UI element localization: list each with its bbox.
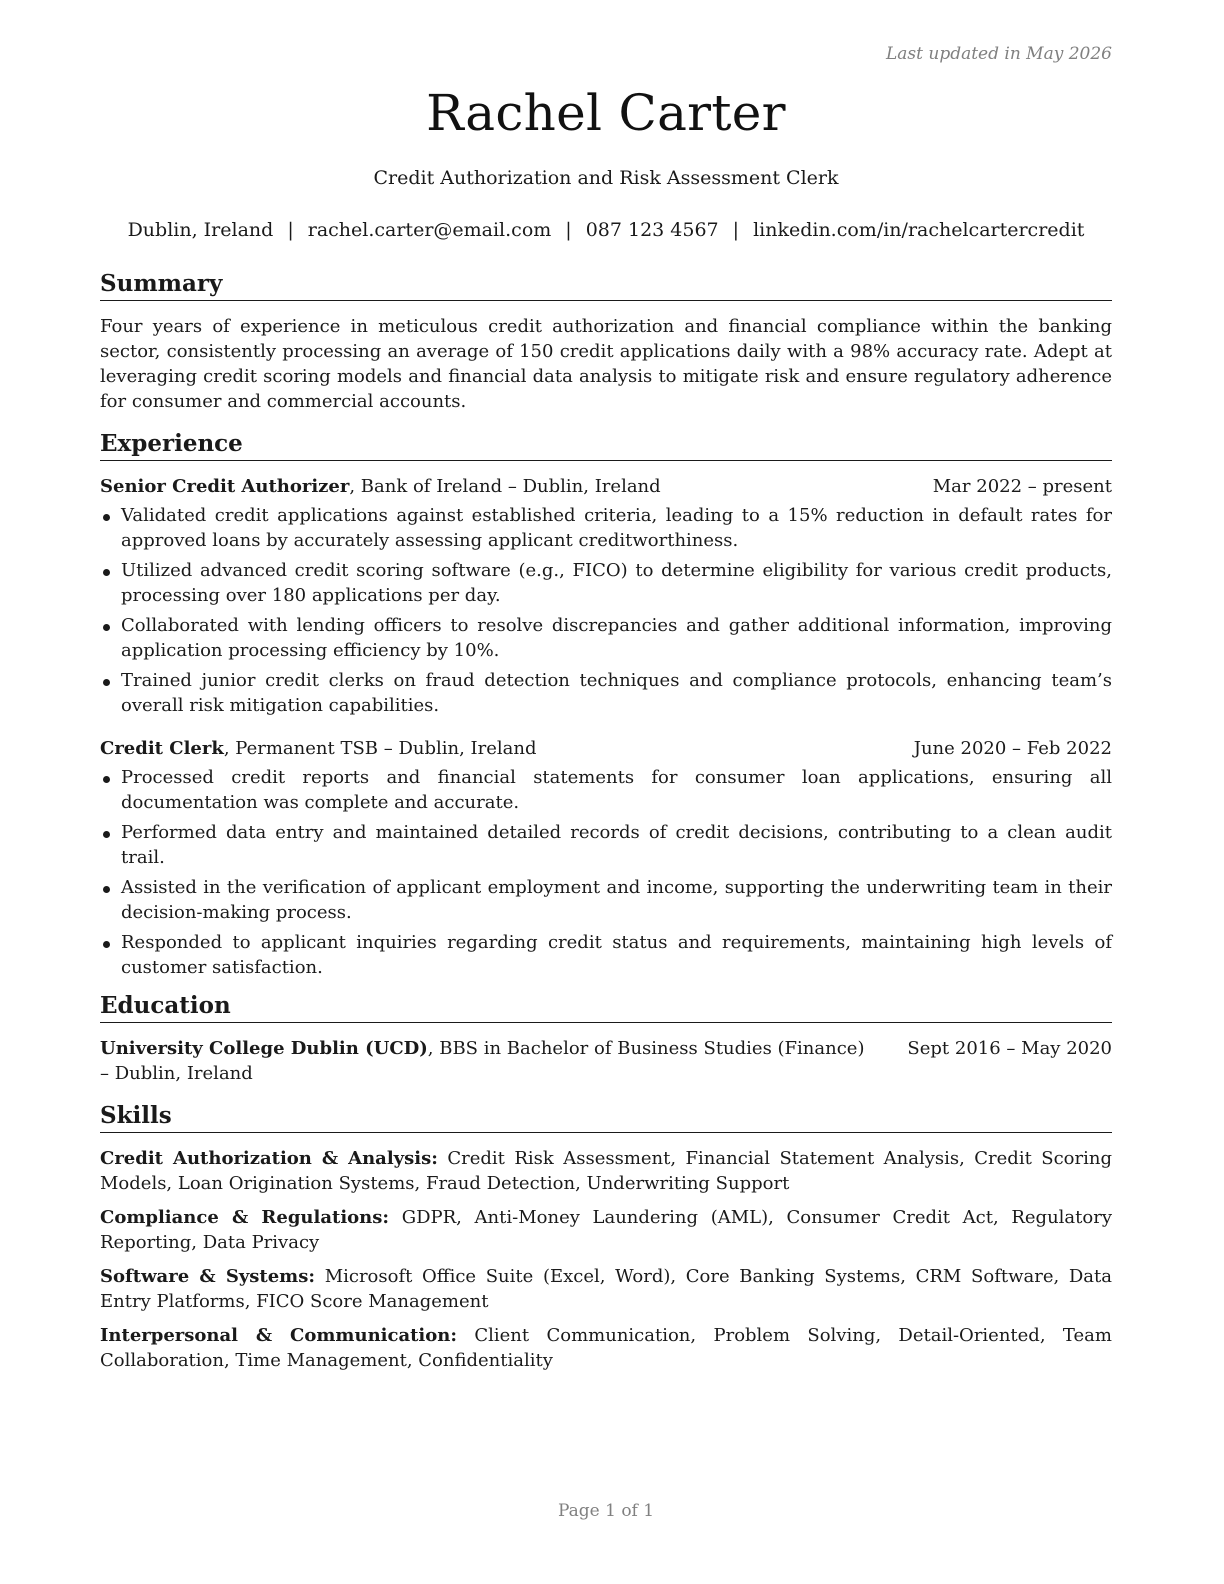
job-title-line: [100, 736, 914, 761]
contact-separator: |: [565, 219, 572, 241]
page-number: Page 1 of 1: [557, 1501, 655, 1521]
education-heading: Education: [100, 992, 1112, 1023]
job-bullet: Processed credit reports and financial statements for consumer loan applications, ensuring all documentation was complete and accurate.: [100, 765, 1112, 815]
last-updated-note: Last updated in May 2026: [885, 44, 1112, 64]
candidate-name: Rachel Carter: [426, 84, 786, 142]
summary-text: Four years of experience in meticulous credit authorization and financial compliance within the banking sector, consistently processing an average of 150 credit applications daily with a 98% accuracy rate. Adept at leveraging credit scoring models and financial data analysis to mitigate risk and ensure regulatory adherence for consumer and commercial accounts.: [100, 316, 1112, 412]
job-org: , Permanent TSB – Dublin, Ireland: [223, 738, 537, 759]
experience-heading: Experience: [100, 430, 1112, 461]
job-bullet: Assisted in the verification of applicant employment and income, supporting the underwriting team in their decision-making process.: [100, 875, 1112, 925]
contact-phone[interactable]: 087 123 4567: [585, 219, 719, 241]
job-dates: June 2020 – Feb 2022: [913, 738, 1112, 759]
job-header: [100, 474, 1112, 499]
job-bullet: Performed data entry and maintained detailed records of credit decisions, contributing to a clean audit trail.: [100, 820, 1112, 870]
contact-line: [100, 219, 1112, 241]
skill-group-label: Interpersonal & Communication:: [100, 1325, 457, 1346]
resume-page: [100, 0, 1112, 1584]
summary-section: [100, 270, 1112, 414]
contact-separator: |: [287, 219, 294, 241]
job-header: [100, 736, 1112, 761]
job-bullet: Validated credit applications against established criteria, leading to a 15% reduction in default rates for approved loans by accurately assessing applicant creditworthiness.: [100, 503, 1112, 553]
skill-group-label: Credit Authorization & Analysis:: [100, 1148, 438, 1169]
contact-email[interactable]: rachel.carter@email.com: [307, 219, 552, 241]
education-title-line: [100, 1036, 907, 1086]
job-bullet: Responded to applicant inquiries regarding credit status and requirements, maintaining high levels of customer satisfaction.: [100, 930, 1112, 980]
job-bullet: Trained junior credit clerks on fraud detection techniques and compliance protocols, enhancing team’s overall risk mitigation capabilities.: [100, 668, 1112, 718]
skills-section: [100, 1102, 1112, 1373]
job-entry: [100, 736, 1112, 980]
job-bullets: [100, 765, 1112, 980]
job-entry: [100, 474, 1112, 718]
summary-heading: Summary: [100, 270, 1112, 301]
skill-group-items: GDPR, Anti-Money Laundering (AML), Consumer Credit Act, Regulatory Reporting, Data Privacy: [100, 1207, 1112, 1253]
education-section: [100, 992, 1112, 1086]
job-dates: Mar 2022 – present: [932, 476, 1112, 497]
skill-group: [100, 1146, 1112, 1196]
contact-location: Dublin, Ireland: [127, 219, 274, 241]
skills-list: [100, 1146, 1112, 1373]
job-role: Credit Clerk: [100, 738, 224, 759]
skill-group: [100, 1264, 1112, 1314]
skill-group-items: Credit Risk Assessment, Financial Statement Analysis, Credit Scoring Models, Loan Origination Systems, Fraud Detection, Underwriting Support: [100, 1148, 1112, 1194]
experience-section: [100, 430, 1112, 980]
candidate-headline: Credit Authorization and Risk Assessment Clerk: [373, 167, 839, 189]
job-role: Senior Credit Authorizer: [100, 476, 350, 497]
resume-body: [100, 270, 1112, 1382]
contact-linkedin[interactable]: linkedin.com/in/rachelcartercredit: [753, 219, 1085, 241]
skill-group: [100, 1323, 1112, 1373]
education-entry: [100, 1036, 1112, 1086]
education-dates: Sept 2016 – May 2020: [907, 1038, 1112, 1059]
job-bullets: [100, 503, 1112, 718]
skill-group: [100, 1205, 1112, 1255]
skill-group-items: Microsoft Office Suite (Excel, Word), Core Banking Systems, CRM Software, Data Entry Platforms, FICO Score Management: [100, 1266, 1112, 1312]
skill-group-label: Compliance & Regulations:: [100, 1207, 390, 1228]
skill-group-label: Software & Systems:: [100, 1266, 316, 1287]
skill-group-items: Client Communication, Problem Solving, Detail-Oriented, Team Collaboration, Time Management, Confidentiality: [100, 1325, 1112, 1371]
job-bullet: Collaborated with lending officers to resolve discrepancies and gather additional information, improving application processing efficiency by 10%.: [100, 613, 1112, 663]
job-title-line: [100, 474, 933, 499]
degree-text: , BBS in Bachelor of Business Studies (Finance) – Dublin, Ireland: [100, 1038, 865, 1084]
contact-separator: |: [732, 219, 740, 241]
job-bullet: Utilized advanced credit scoring software (e.g., FICO) to determine eligibility for various credit products, processing over 180 applications per day.: [100, 558, 1112, 608]
school-name: University College Dublin (UCD): [100, 1038, 428, 1059]
job-org: , Bank of Ireland – Dublin, Ireland: [349, 476, 661, 497]
skills-heading: Skills: [100, 1102, 1112, 1133]
